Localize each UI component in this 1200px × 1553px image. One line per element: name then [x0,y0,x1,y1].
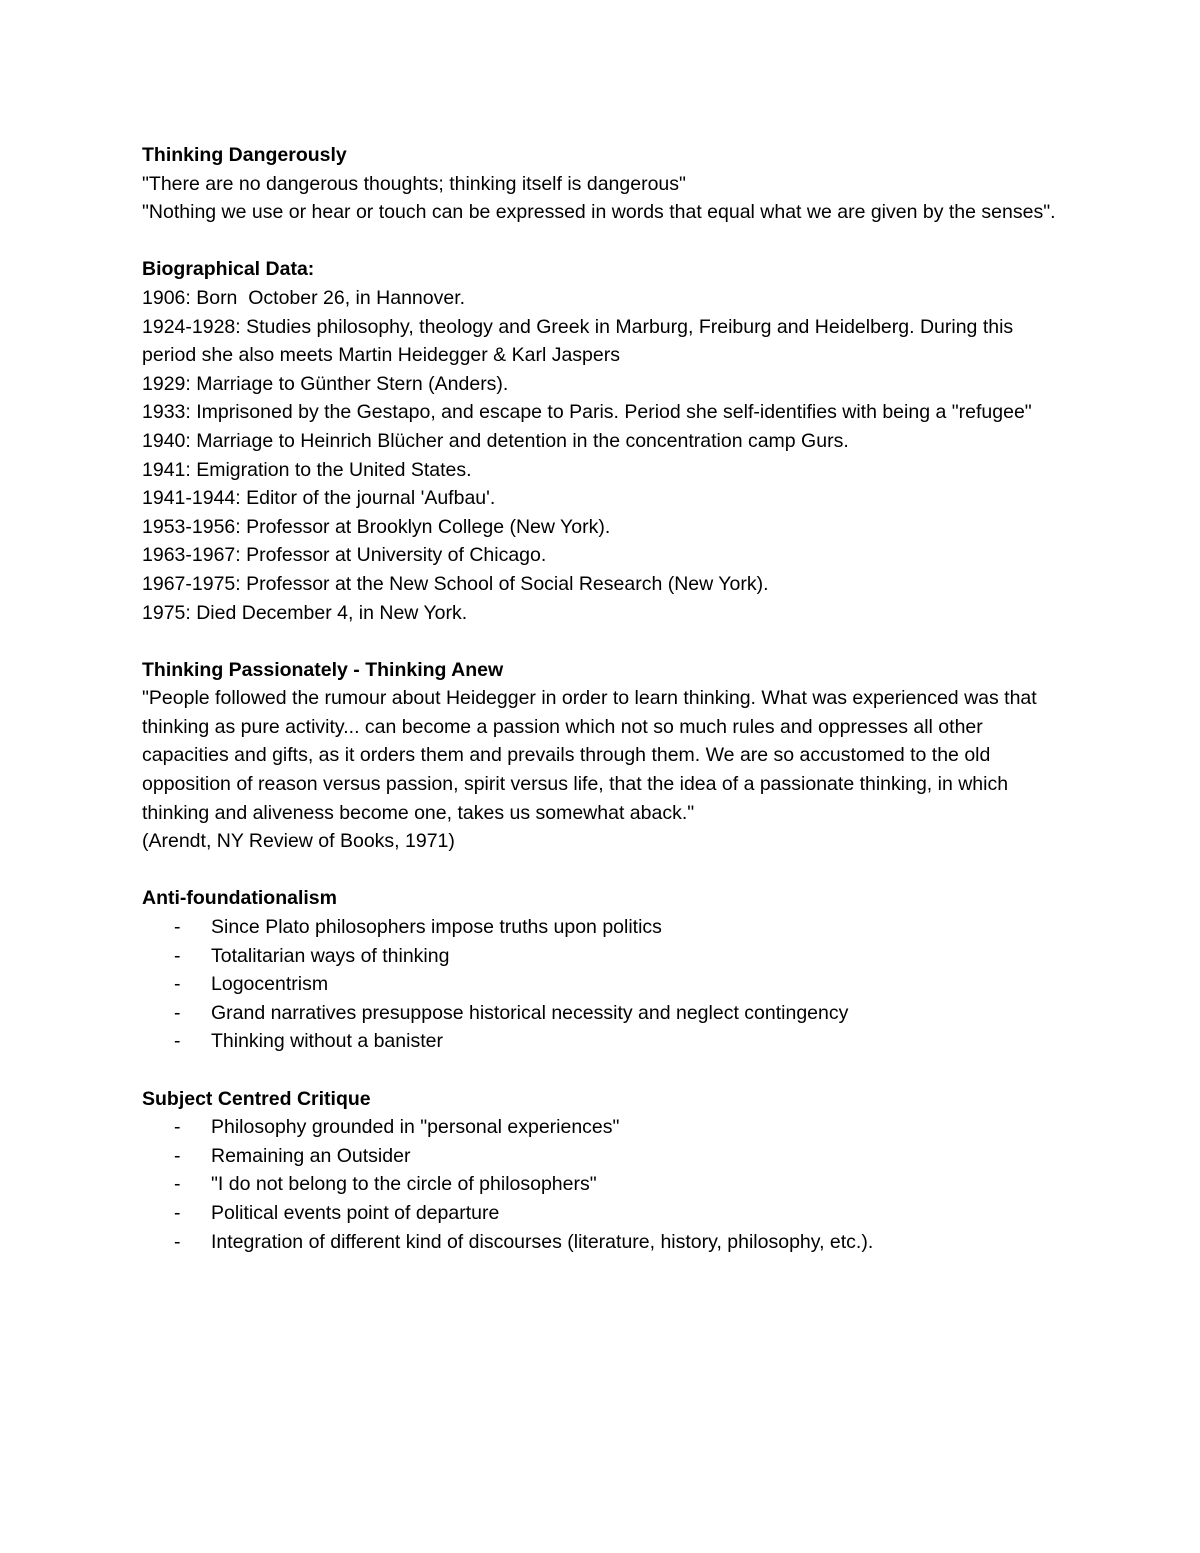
anti-foundationalism-list [142,913,1062,1056]
spacer [142,856,1062,885]
bio-entry: 1967-1975: Professor at the New School of Social Research (New York). [142,572,769,595]
bio-entry: 1924-1928: Studies philosophy, theology and Greek in Marburg, Freiburg and Heidelberg. During this period she also meets Martin Heidegger & Karl Jaspers [142,315,1019,367]
bio-entry: 1940: Marriage to Heinrich Blücher and detention in the concentration camp Gurs. [142,429,849,452]
quote-citation: (Arendt, NY Review of Books, 1971) [142,830,455,853]
spacer [142,1056,1062,1085]
list-item-text: Thinking without a banister [211,1030,443,1053]
section-heading-thinking-passionately: Thinking Passionately - Thinking Anew [142,658,504,681]
list-item [142,1199,1062,1228]
list-item-text: "I do not belong to the circle of philosophers" [211,1173,597,1196]
bullet-dash: - [174,1144,181,1167]
list-item [142,913,1062,942]
list-item-text: Remaining an Outsider [211,1144,411,1167]
list-item [142,1228,1062,1257]
quote-passionate-thinking: "People followed the rumour about Heidegger in order to learn thinking. What was experienced was that thinking as pure activity... can become a passion which not so much rules and oppresses all other capacities and gifts, as it orders them and prevails through them. We are so accustomed to the old opposition of reason versus passion, spirit versus life, that the idea of a passionate thinking, in which thinking and aliveness become one, takes us somewhat aback." [142,687,1043,824]
list-item-text: Logocentrism [211,973,329,996]
list-item-text: Since Plato philosophers impose truths upon politics [211,916,662,939]
bullet-dash: - [174,1116,181,1139]
section-heading-subject-centred-critique: Subject Centred Critique [142,1087,371,1110]
bio-entry: 1963-1967: Professor at University of Chicago. [142,544,547,567]
bio-entry: 1975: Died December 4, in New York. [142,601,468,624]
list-item-text: Political events point of departure [211,1201,500,1224]
bio-entry: 1953-1956: Professor at Brooklyn College (New York). [142,515,611,538]
list-item-text: Integration of different kind of discourses (literature, history, philosophy, etc.). [211,1230,874,1253]
section-heading-biographical-data: Biographical Data: [142,258,315,281]
list-item [142,1142,1062,1171]
quote-senses: "Nothing we use or hear or touch can be expressed in words that equal what we are given by the senses". [142,201,1056,224]
bullet-dash: - [174,944,181,967]
list-item [142,970,1062,999]
bullet-dash: - [174,1001,181,1024]
bullet-dash: - [174,1173,181,1196]
list-item [142,942,1062,971]
spacer [142,227,1062,256]
bio-entry: 1933: Imprisoned by the Gestapo, and escape to Paris. Period she self-identifies with being a "refugee" [142,401,1032,424]
bio-entry: 1906: Born October 26, in Hannover. [142,286,466,309]
list-item [142,1027,1062,1056]
bullet-dash: - [174,1030,181,1053]
section-heading-thinking-dangerously: Thinking Dangerously [142,144,347,166]
section-heading-anti-foundationalism: Anti-foundationalism [142,887,337,910]
bullet-dash: - [174,1230,181,1253]
bio-entry: 1941-1944: Editor of the journal 'Aufbau'. [142,487,496,510]
bullet-dash: - [174,916,181,939]
document-page [142,141,1062,1256]
list-item [142,1170,1062,1199]
subject-centred-list [142,1113,1062,1256]
list-item [142,999,1062,1028]
bio-entry: 1941: Emigration to the United States. [142,458,472,481]
list-item-text: Philosophy grounded in "personal experiences" [211,1116,620,1139]
bullet-dash: - [174,973,181,996]
spacer [142,627,1062,656]
list-item-text: Grand narratives presuppose historical necessity and neglect contingency [211,1001,849,1024]
list-item-text: Totalitarian ways of thinking [211,944,450,967]
list-item [142,1113,1062,1142]
quote-dangerous-thoughts: "There are no dangerous thoughts; thinking itself is dangerous" [142,172,686,195]
bullet-dash: - [174,1201,181,1224]
bio-entry: 1929: Marriage to Günther Stern (Anders). [142,372,509,395]
